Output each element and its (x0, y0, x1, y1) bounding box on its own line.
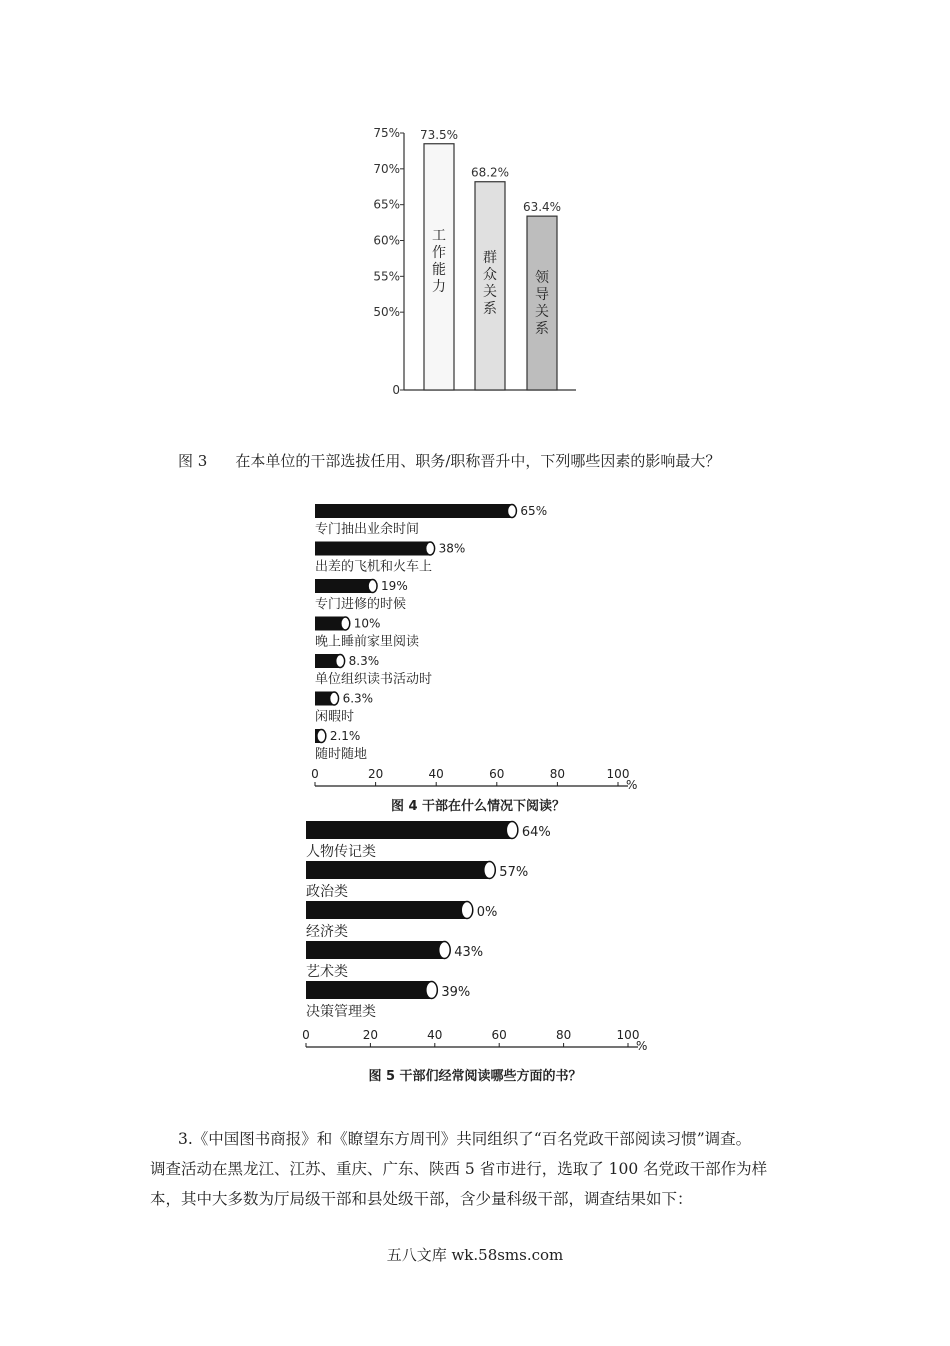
bar-value-label: 65% (520, 504, 548, 518)
bar-category-label: 单位组织读书活动时 (315, 672, 433, 687)
bar-category-label: 闲暇时 (315, 709, 355, 725)
x-tick-label: 100 (616, 1028, 640, 1042)
x-tick-label: 60 (491, 1028, 507, 1042)
fig3-y-tick-label: 75% (373, 126, 400, 140)
fig3-value-label: 63.4% (522, 200, 562, 215)
fig3-category-label: 领导关系 (535, 270, 549, 337)
x-tick-label: 60 (489, 767, 505, 781)
fig5-bar-chart (0, 815, 950, 1060)
fig3-caption (178, 450, 720, 471)
bar-category-label: 决策管理类 (306, 1004, 376, 1020)
bar-category-label: 专门抽出业余时间 (315, 522, 420, 537)
bar-cap (368, 580, 377, 593)
x-tick-label: 20 (367, 767, 384, 781)
bar-category-label: 人物传记类 (306, 844, 376, 860)
bar-cap (506, 822, 518, 839)
bar (306, 941, 444, 959)
fig5-caption-svg (0, 1062, 950, 1088)
bar-category-label: 随时随地 (315, 747, 368, 762)
bar (315, 504, 512, 518)
bar-value-label: 8.3% (348, 654, 380, 668)
bar-category-label: 政治类 (306, 884, 348, 900)
x-tick-label: 100 (606, 767, 630, 781)
fig4-bars (315, 504, 547, 762)
bar-cap (341, 617, 350, 630)
paragraph-line-1: 3.《中国图书商报》和《瞭望东方周刊》共同组织了“百名党政干部阅读习惯”调查。 (178, 1130, 752, 1148)
x-tick-label: 20 (362, 1028, 379, 1042)
bar-category-label: 艺术类 (306, 964, 348, 980)
bar-cap (426, 982, 438, 999)
bar-value-label: 6.3% (342, 691, 374, 706)
bar-value-label: 10% (353, 616, 381, 631)
bar-category-label: 经济类 (306, 924, 348, 940)
fig3-y-tick-label: 70% (373, 161, 400, 176)
fig3-bars (420, 128, 561, 390)
bar-cap (426, 542, 435, 555)
fig3-bar-chart (0, 0, 950, 420)
fig3-y-tick-label: 55% (373, 269, 400, 284)
fig3-caption-text: 在本单位的干部选拔任用、职务/职称晋升中，下列哪些因素的影响最大？ (235, 452, 721, 470)
bar-value-label: 38% (438, 541, 466, 556)
bar-cap (507, 505, 516, 518)
fig4-x-axis (311, 767, 637, 792)
footer-watermark: 五八文库 wk.58sms.com (386, 1246, 564, 1264)
fig3-y-ticks (373, 126, 404, 397)
paragraph-line-2: 调查活动在黑龙江、江苏、重庆、广东、陕西 5 省市进行，选取了 100 名党政干部作为样 (150, 1160, 768, 1178)
body-paragraph (150, 1124, 810, 1214)
bar-value-label: 57% (499, 865, 529, 880)
x-unit-label: % (626, 778, 638, 792)
bar (306, 861, 490, 879)
fig3-value-label: 73.5% (419, 127, 459, 142)
bar-cap (461, 902, 473, 919)
x-tick-label: 80 (549, 767, 566, 781)
fig3-caption-number: 图 3 (178, 452, 208, 470)
fig3-category-label: 工作能力 (432, 228, 446, 295)
bar-cap (317, 730, 326, 743)
bar (315, 579, 373, 593)
bar-value-label: 19% (381, 579, 408, 593)
bar-value-label: 39% (441, 985, 471, 1000)
bar-value-label: 43% (454, 945, 484, 960)
fig3-y-tick-label: 65% (373, 197, 400, 212)
bar (306, 981, 432, 999)
bar-value-label: 0% (476, 905, 498, 920)
bar (315, 542, 430, 556)
fig5-bars (306, 821, 551, 1020)
fig3-y-tick-label: 50% (373, 305, 400, 320)
fig5-x-axis (302, 1028, 647, 1053)
x-unit-label: % (636, 1039, 648, 1053)
x-tick-label: 0 (302, 1028, 310, 1042)
bar-category-label: 专门进修的时候 (315, 597, 407, 612)
fig4-title: 图 4 干部在什么情况下阅读？ (390, 799, 566, 814)
x-tick-label: 40 (428, 767, 444, 781)
bar-cap (336, 655, 345, 668)
fig3-y-tick-label: 60% (373, 233, 400, 248)
fig3-y-tick-label: 0 (392, 383, 400, 397)
bar-cap (484, 862, 496, 879)
x-tick-label: 80 (555, 1028, 572, 1042)
bar-category-label: 晚上睡前家里阅读 (315, 634, 420, 650)
x-tick-label: 0 (311, 767, 319, 781)
bar-cap (330, 692, 339, 705)
bar-value-label: 2.1% (329, 729, 361, 743)
paragraph-line-3: 本，其中大多数为厅局级干部和县处级干部，含少量科级干部，调查结果如下： (150, 1190, 693, 1208)
x-tick-label: 40 (427, 1028, 443, 1042)
bar-category-label: 出差的飞机和火车上 (315, 559, 433, 575)
bar (306, 821, 512, 839)
fig4-bar-chart (0, 490, 950, 825)
fig3-category-label: 群众关系 (483, 250, 497, 317)
bar-value-label: 64% (521, 825, 551, 840)
fig5-caption: 图 5 干部们经常阅读哪些方面的书？ (368, 1069, 582, 1084)
bar (306, 901, 467, 919)
fig3-value-label: 68.2% (470, 165, 510, 180)
bar-cap (439, 942, 451, 959)
